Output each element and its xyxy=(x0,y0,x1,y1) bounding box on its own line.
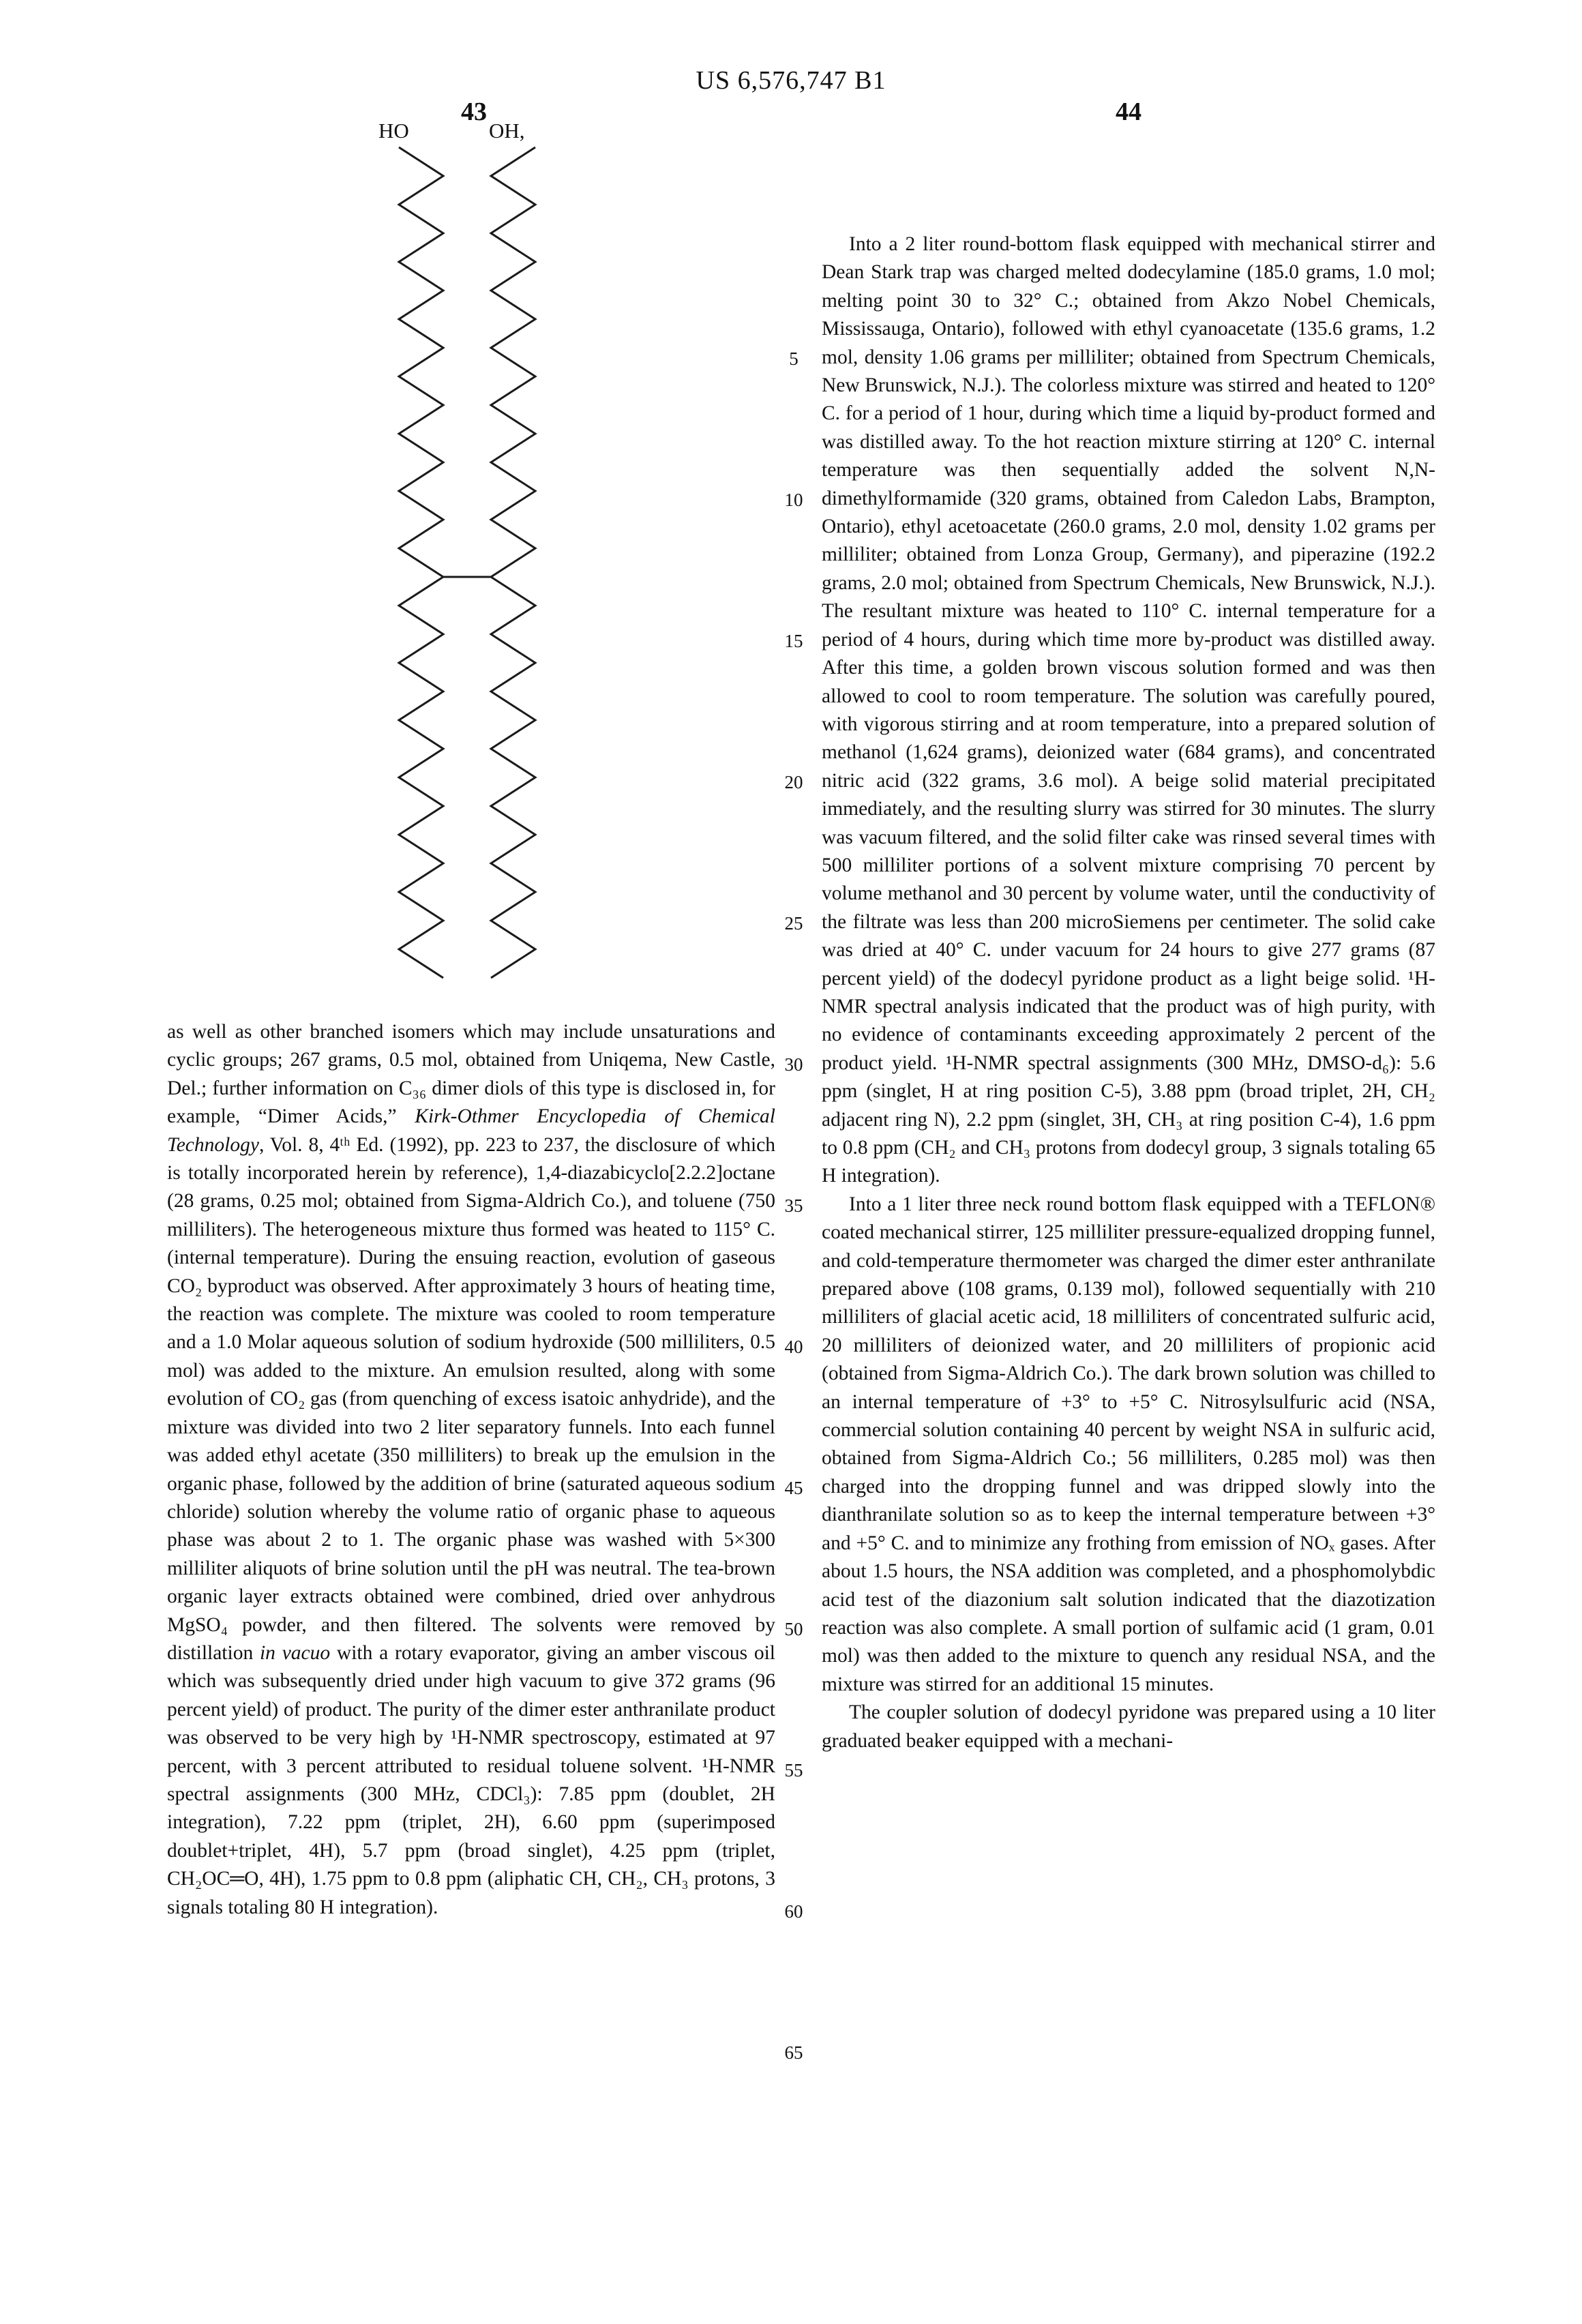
page-header xyxy=(0,65,1582,95)
left-column-text xyxy=(167,1018,775,1922)
structure-right-chain-lower xyxy=(491,577,535,978)
paragraph xyxy=(822,1191,1435,1699)
italic-text-run: in vacuo xyxy=(259,1641,331,1664)
right-column-text xyxy=(822,230,1435,1755)
chemical-structure-diagram xyxy=(372,115,563,1001)
column-line-number: 60 xyxy=(784,1901,803,1922)
text-run: Into a 2 liter round-bottom flask equipped with mechanical stirrer and Dean Stark trap was charged melted dodecylamine (185.0 grams, 1.0 mol; melting point 30 to 32° C.; obtained from Akzo Nobel Chemicals, Mississauga, Ontario), followed with ethyl cyanoacetate (135.6 grams, 1.2 mol, density 1.06 grams per milliliter; obtained from Spectrum Chemicals, New Brunswick, N.J.). The colorless mixture was stirred and heated to 120° C. for a period of 1 hour, during which time a liquid by-product formed and was distilled away. To the hot reaction mixture stirring at 120° C. internal temperature was then sequentially added the solvent N,N-dimethylformamide (320 grams, obtained from Caledon Labs, Brampton, Ontario), ethyl acetoacetate (260.0 grams, 2.0 mol, density 1.02 grams per milliliter; obtained from Lonza Group, Germany), and piperazine (192.2 grams, 2.0 mol; obtained from Spectrum Chemicals, New Brunswick, N.J.). The resultant mixture was heated to 110° C. internal temperature for a period of 4 hours, during which time more by-product was distilled away. After this time, a golden brown viscous solution formed and was then allowed to cool to room temperature. The solution was carefully poured, with vigorous stirring and at room temperature, into a prepared solution of methanol (1,624 grams), deionized water (684 grams), and concentrated nitric acid (322 grams, 3.6 mol). A beige solid material precipitated immediately, and the resulting slurry was stirred for 30 minutes. The slurry was vacuum filtered, and the solid filter cake was rinsed several times with 500 milliliter portions of a solvent mixture comprising 70 percent by volume methanol and 30 percent by volume water, until the conductivity of the filtrate was less than 200 microSiemens per centimeter. The solid cake was dried at 40° C. under vacuum for 24 hours to give 277 grams (87 percent yield) of the dodecyl pyridone product as a light beige solid. ¹H-NMR spectral analysis indicated that the product was of high purity, with no evidence of contaminants exceeding approximately 2 percent of the product yield. ¹H-NMR spectral assignments (300 MHz, DMSO-d₆): 5.6 ppm (singlet, H at ring position C-5), 3.88 ppm (broad triplet, 2H, CH₂ adjacent ring N), 2.2 ppm (singlet, 3H, CH₃ at ring position C-4), 1.6 ppm to 0.8 ppm (CH₂ and CH₃ protons from dodecyl group, 3 signals totaling 65 H integration). xyxy=(822,233,1435,1187)
column-line-number: 10 xyxy=(784,490,803,510)
structure-label-oh: OH, xyxy=(489,119,525,143)
column-line-number: 25 xyxy=(784,913,803,934)
column-line-number: 35 xyxy=(784,1195,803,1216)
structure-right-chain-upper xyxy=(491,147,535,577)
column-number-right: 44 xyxy=(1116,98,1141,126)
paragraph xyxy=(167,1018,775,1922)
column-line-number: 55 xyxy=(784,1760,803,1781)
column-line-number: 5 xyxy=(789,348,799,369)
column-line-number: 45 xyxy=(784,1478,803,1498)
text-run: with a rotary evaporator, giving an amber viscous oil which was subsequently dried under high vacuum to give 372 grams (96 percent yield) of product. The purity of the dimer ester anthranilate product was observed to be very high by ¹H-NMR spectroscopy, estimated at 97 percent, with 3 percent attributed to residual toluene solvent. ¹H-NMR spectral assignments (300 MHz, CDCl₃): 7.85 ppm (doublet, 2H integration), 7.22 ppm (triplet, 2H), 6.60 ppm (superimposed doublet+triplet, 4H), 5.7 ppm (broad singlet), 4.25 ppm (triplet, CH₂OC═O, 4H), 1.75 ppm to 0.8 ppm (aliphatic CH, CH₂, CH₃ protons, 3 signals totaling 80 H integration). xyxy=(167,1641,776,1918)
column-line-number: 20 xyxy=(784,772,803,792)
text-run: as well as other branched isomers which may include unsaturations and cyclic groups; 267 grams, 0.5 mol, obtained from Uniqema, New Castle, Del.; further information on C₃₆ dimer diols of this type is disclosed in, for example, “Dimer Acids,” xyxy=(167,1021,775,1128)
italic-text-run: Kirk-Othmer Encyclopedia of Chemical Technology xyxy=(167,1105,775,1156)
text-run: , Vol. 8, 4ᵗʰ Ed. (1992), pp. 223 to 237, the disclosure of which is totally incorporated herein by reference), 1,4-diazabicyclo[2.2.2]octane (28 grams, 0.25 mol; obtained from Sigma-Aldrich Co.), and toluene (750 milliliters). The heterogeneous mixture thus formed was heated to 115° C. (internal temperature). During the ensuing reaction, evolution of gaseous CO₂ byproduct was observed. After approximately 3 hours of heating time, the reaction was complete. The mixture was cooled to room temperature and a 1.0 Molar aqueous solution of sodium hydroxide (500 milliliters, 0.5 mol) was added to the mixture. An emulsion resulted, along with some evolution of CO₂ gas (from quenching of excess isatoic anhydride), and the mixture was divided into two 2 liter separatory funnels. Into each funnel was added ethyl acetate (350 milliliters) to break up the emulsion in the organic phase, followed by the addition of brine (saturated aqueous sodium chloride) solution whereby the volume ratio of organic phase to aqueous phase was about 2 to 1. The organic phase was washed with 5×300 milliliter aliquots of brine solution until the pH was neutral. The tea-brown organic layer extracts obtained were combined, dried over anhydrous MgSO₄ powder, and then filtered. The solvents were removed by distillation xyxy=(167,1133,775,1664)
patent-number: US 6,576,747 B1 xyxy=(696,66,886,95)
column-number-left: 43 xyxy=(461,98,487,126)
column-line-number: 30 xyxy=(784,1054,803,1075)
column-line-number: 15 xyxy=(784,631,803,651)
column-line-number: 40 xyxy=(784,1337,803,1357)
structure-left-chain-upper xyxy=(399,147,443,577)
paragraph xyxy=(822,230,1435,1191)
structure-label-ho: HO xyxy=(378,119,409,143)
column-line-number: 50 xyxy=(784,1619,803,1639)
column-line-number: 65 xyxy=(784,2042,803,2063)
paragraph xyxy=(822,1699,1435,1755)
text-run: The coupler solution of dodecyl pyridone was prepared using a 10 liter graduated beaker equipped with a mechani- xyxy=(822,1701,1435,1752)
text-run: Into a 1 liter three neck round bottom flask equipped with a TEFLON® coated mechanical stirrer, 125 milliliter pressure-equalized dropping funnel, and cold-temperature thermometer was charged the dimer ester anthranilate prepared above (108 grams, 0.139 mol), followed sequentially with 210 milliliters of glacial acetic acid, 18 milliliters of concentrated sulfuric acid, 20 milliliters of deionized water, and 20 milliliters of propionic acid (obtained from Sigma-Aldrich Co.). The dark brown solution was chilled to an internal temperature of +3° to +5° C. Nitrosylsulfuric acid (NSA, commercial solution containing 40 percent by weight NSA in sulfuric acid, obtained from Sigma-Aldrich Co.; 56 milliliters, 0.285 mol) was then charged into the dropping funnel and was dripped slowly into the dianthranilate solution so as to keep the internal temperature between +3° and +5° C. and to minimize any frothing from emission of NOₓ gases. After about 1.5 hours, the NSA addition was completed, and a phosphomolybdic acid test of the diazonium salt solution indicated that the diazotization reaction was also complete. A small portion of sulfamic acid (1 gram, 0.01 mol) was then added to the mixture to quench any residual NSA, and the mixture was stirred for an additional 15 minutes. xyxy=(822,1193,1435,1695)
structure-left-chain-lower xyxy=(399,577,443,978)
